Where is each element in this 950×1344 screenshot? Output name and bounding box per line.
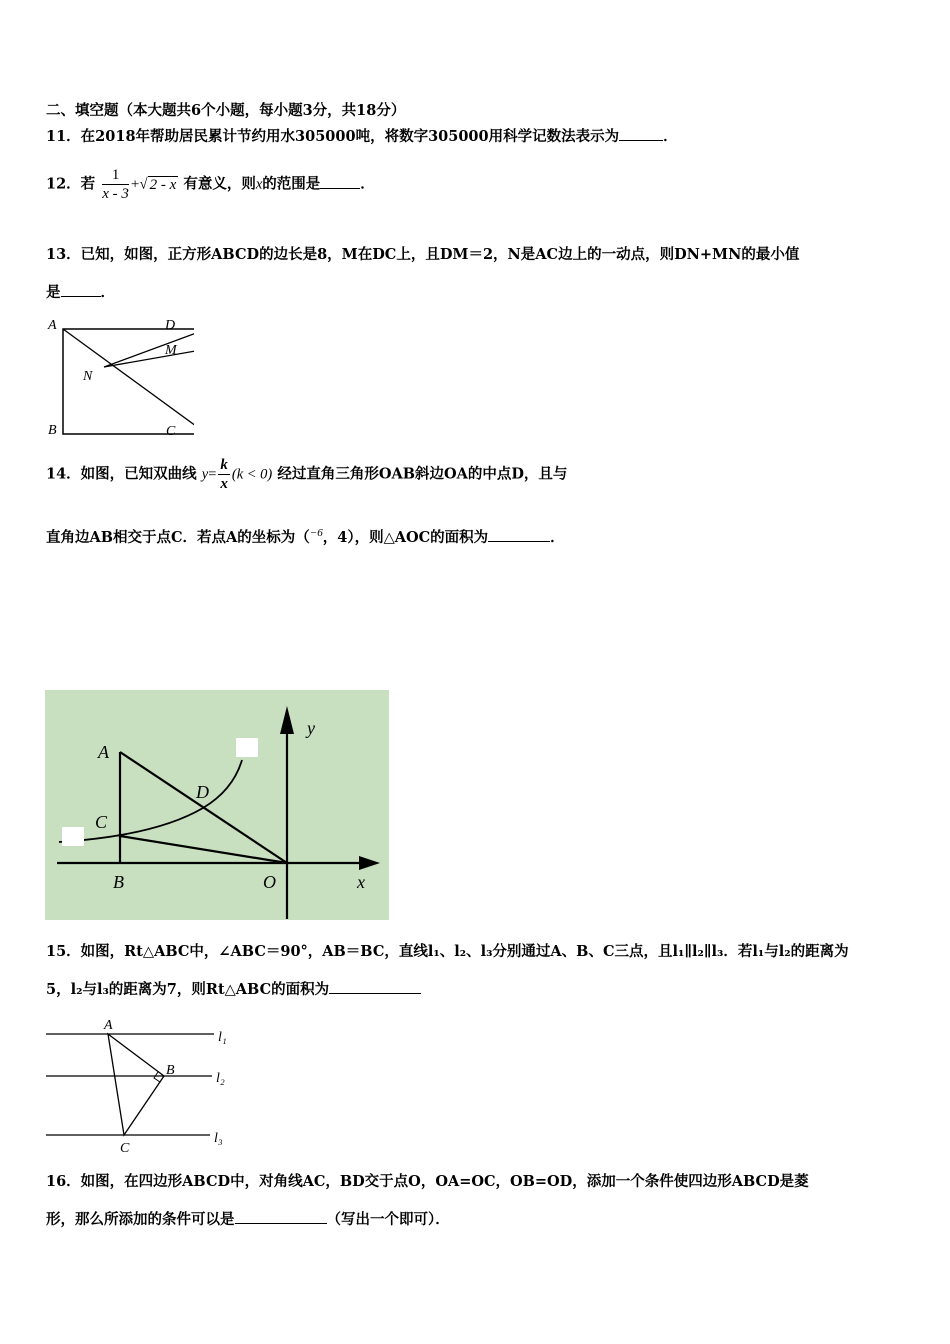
label-c: C bbox=[120, 1141, 130, 1156]
q14-cond: (k < 0) bbox=[231, 466, 273, 483]
q12-sqrt bbox=[131, 176, 178, 193]
q14-frac-x: x bbox=[220, 476, 228, 492]
segment-nm bbox=[104, 349, 194, 367]
sqrt-icon: √ bbox=[139, 176, 148, 193]
q11-text: 11．在2018年帮助居民累计节约用水305000吨，将数字305000用科学记数法表示为 bbox=[46, 128, 620, 145]
q12-plus: + bbox=[130, 176, 140, 193]
label-d: D bbox=[196, 782, 209, 802]
q12-sqrt-body: 2 - x bbox=[149, 176, 177, 193]
label-l1: l₁ bbox=[218, 1030, 227, 1045]
section-title: 二、填空题（本大题共6个小题，每小题3分，共18分） bbox=[46, 102, 406, 119]
label-a: A bbox=[104, 1018, 113, 1033]
label-d: D bbox=[165, 318, 176, 333]
q16-answer-blank[interactable] bbox=[235, 1211, 327, 1224]
question-16-line1: 16．如图，在四边形ABCD中，对角线AC，BD交于点O，OA=OC，OB=OD，添加一个条件使四边形ABCD是菱 bbox=[46, 1173, 809, 1190]
triangle-abc bbox=[108, 1034, 164, 1135]
label-b: B bbox=[48, 423, 57, 438]
q14-suffix: 经过直角三角形OAB斜边OA的中点D，且与 bbox=[277, 465, 568, 483]
q14-frac-k: k bbox=[220, 457, 228, 473]
label-y: y bbox=[307, 718, 315, 738]
label-b: B bbox=[113, 872, 124, 892]
label-c: C bbox=[95, 812, 108, 832]
q13-end: ． bbox=[100, 284, 115, 301]
label-l3: l₃ bbox=[214, 1131, 223, 1146]
question-11 bbox=[46, 127, 678, 147]
q11-answer-blank[interactable] bbox=[619, 128, 663, 141]
question-16-line2 bbox=[46, 1210, 450, 1230]
figure-14-hyperbola bbox=[45, 690, 389, 920]
q13-answer-blank[interactable] bbox=[61, 284, 101, 297]
q15-answer-blank[interactable] bbox=[329, 981, 421, 994]
white-patch bbox=[236, 738, 258, 757]
right-angle-mark bbox=[154, 1072, 160, 1082]
question-13-line1: 13．已知，如图，正方形ABCD的边长是8，M在DC上，且DM＝2，N是AC边上的一动点，则DN+MN的最小值 bbox=[46, 246, 800, 263]
q14-fraction bbox=[218, 456, 230, 493]
q12-var: x bbox=[255, 176, 263, 193]
question-15-line2 bbox=[46, 980, 421, 1000]
label-a: A bbox=[98, 742, 109, 762]
q15-line2-text: 5，l₂与l₃的距离为7，则Rt△ABC的面积为 bbox=[46, 981, 330, 998]
segment-nd bbox=[104, 329, 194, 367]
label-a: A bbox=[48, 318, 57, 333]
label-c: C bbox=[166, 424, 176, 439]
question-12 bbox=[46, 166, 375, 203]
q12-prefix: 12．若 bbox=[46, 175, 96, 193]
q14-y: y bbox=[201, 466, 209, 483]
white-patch bbox=[62, 827, 84, 846]
label-x: x bbox=[357, 872, 365, 892]
label-b: B bbox=[166, 1063, 175, 1078]
q14-line2a: 直角边AB相交于点C．若点A的坐标为（ bbox=[46, 528, 310, 546]
q14-coordx: −6 bbox=[309, 527, 323, 539]
q12-frac-num: 1 bbox=[102, 166, 129, 185]
question-14-line1 bbox=[46, 456, 567, 493]
q14-eq: = bbox=[208, 466, 217, 483]
figure-14-background bbox=[45, 690, 389, 920]
q12-answer-blank[interactable] bbox=[320, 176, 360, 189]
q12-end: ． bbox=[360, 175, 375, 193]
label-l2: l₂ bbox=[216, 1071, 225, 1086]
q16-line2a: 形，那么所添加的条件可以是 bbox=[46, 1211, 235, 1228]
q14-end: ． bbox=[550, 528, 565, 546]
q11-end: ． bbox=[663, 128, 678, 145]
q14-prefix: 14．如图，已知双曲线 bbox=[46, 465, 197, 483]
question-13-line2 bbox=[46, 283, 115, 303]
label-o: O bbox=[263, 872, 276, 892]
q12-suffix: 的范围是 bbox=[262, 175, 321, 193]
question-15-line1: 15．如图，Rt△ABC中，∠ABC＝90°，AB＝BC，直线l₁、l₂、l₃分别通过A、B、C三点，且l₁∥l₂∥l₃．若l₁与l₂的距离为 bbox=[46, 943, 849, 960]
q16-line2b: （写出一个即可）． bbox=[326, 1211, 450, 1228]
label-m: M bbox=[165, 343, 177, 358]
figure-15-parallel-lines bbox=[44, 1012, 244, 1157]
q12-mid: 有意义，则 bbox=[183, 175, 256, 193]
q13-line2-text: 是 bbox=[46, 284, 61, 301]
question-14-line2 bbox=[46, 523, 565, 548]
q14-line2b: ，4），则△AOC的面积为 bbox=[322, 528, 489, 546]
label-n: N bbox=[83, 369, 93, 384]
q12-fraction bbox=[102, 166, 129, 203]
figure-13-square bbox=[44, 314, 194, 439]
q12-frac-den: x - 3 bbox=[102, 186, 129, 202]
q14-answer-blank[interactable] bbox=[488, 529, 550, 542]
